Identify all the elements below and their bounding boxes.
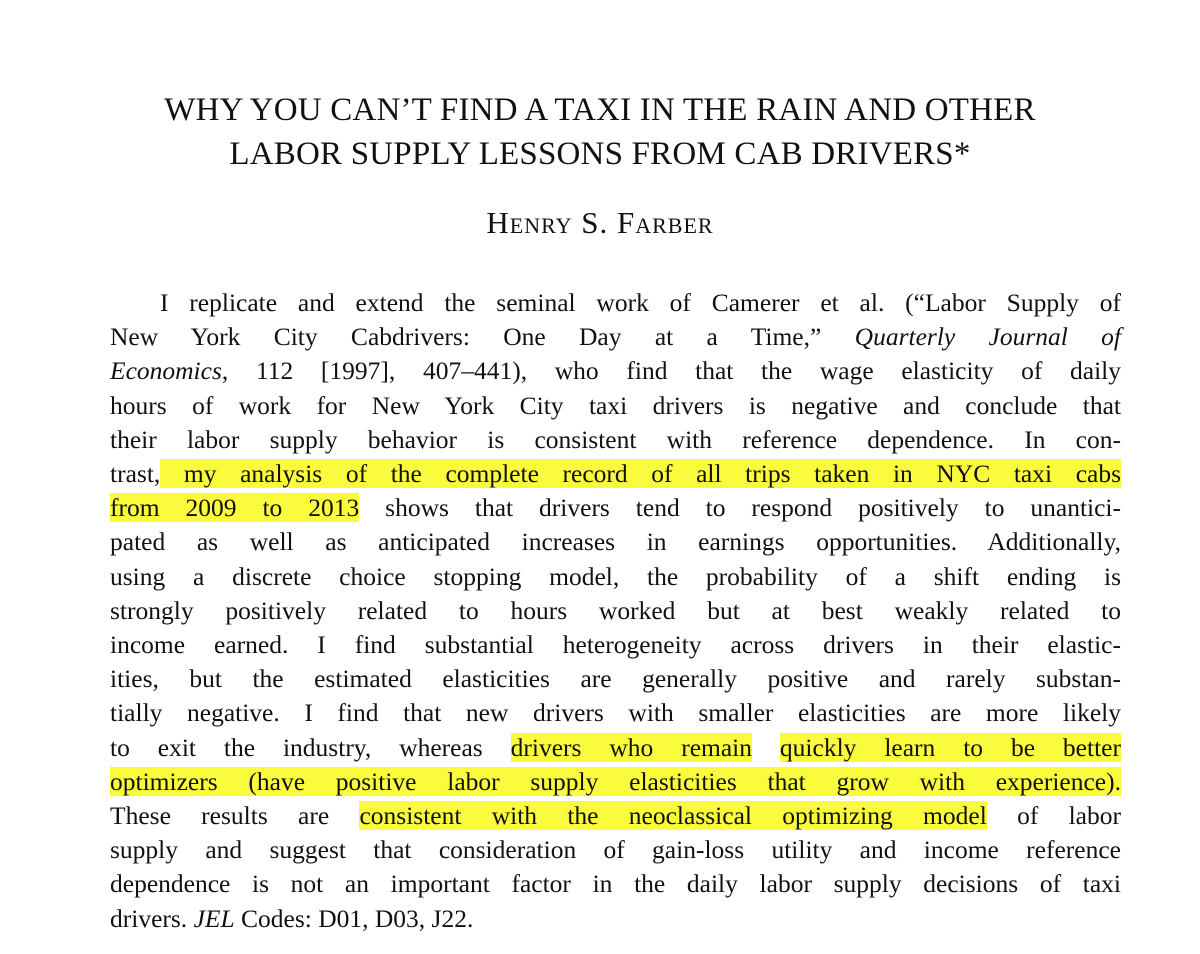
jel-codes: Codes: D01, D03, J22.	[234, 903, 474, 933]
abstract-line-2	[110, 320, 1121, 354]
abstract-text: supply and suggest that consideration of gain-loss utility and income reference	[110, 835, 1121, 865]
abstract-text: dependence is not an important factor in the daily labor supply decisions of taxi	[110, 869, 1121, 899]
abstract-line-7	[110, 491, 1121, 525]
abstract-text: hours of work for New York City taxi drivers is negative and conclude that	[110, 390, 1121, 420]
abstract-line-13	[110, 696, 1121, 730]
highlight-learn: quickly learn to be better	[779, 732, 1121, 762]
abstract-line-11	[110, 628, 1121, 662]
abstract-line-18	[110, 867, 1121, 901]
abstract-line-1	[110, 286, 1121, 320]
title-line-2: LABOR SUPPLY LESSONS FROM CAB DRIVERS*	[229, 136, 971, 172]
highlight-analysis: my analysis of the complete record of all trips taken in NYC taxi cabs	[160, 459, 1121, 489]
abstract-text: of labor	[986, 801, 1121, 831]
abstract-line-6	[110, 457, 1121, 491]
abstract-line-9	[110, 560, 1121, 594]
abstract-text: ities, but the estimated elasticities are generally positive and rarely substan-	[110, 664, 1121, 694]
abstract-text: tially negative. I find that new drivers with smaller elasticities are more likely	[110, 698, 1121, 728]
abstract-text: trast,	[110, 459, 161, 489]
abstract-line-19	[110, 902, 1121, 936]
abstract-text: using a discrete choice stopping model, the probability of a shift ending is	[110, 561, 1121, 591]
abstract-line-5	[110, 423, 1121, 457]
abstract-line-17	[110, 833, 1121, 867]
abstract-text: New York City Cabdrivers: One Day at a Time,”	[110, 322, 822, 352]
abstract-text: their labor supply behavior is consistent with reference dependence. In con-	[110, 424, 1121, 454]
jel-label: JEL	[193, 903, 235, 933]
abstract-line-3	[110, 354, 1121, 388]
abstract-text: These results are	[110, 801, 360, 831]
abstract-line-8	[110, 525, 1121, 559]
abstract-text: shows that drivers tend to respond positively to unantici-	[359, 493, 1122, 523]
abstract	[110, 286, 1121, 936]
abstract-text: , 112 [1997], 407–441), who find that the wage elasticity of daily	[221, 356, 1121, 386]
author-name: Henry S. Farber	[486, 205, 714, 240]
abstract-text: to exit the industry, whereas	[110, 732, 511, 762]
abstract-line-16	[110, 799, 1121, 833]
paper-title	[0, 88, 1200, 176]
abstract-line-12	[110, 662, 1121, 696]
title-line-1: WHY YOU CAN’T FIND A TAXI IN THE RAIN AND OTHER	[164, 92, 1036, 128]
abstract-line-15	[110, 765, 1121, 799]
highlight-neoclassical: consistent with the neoclassical optimizing model	[359, 801, 987, 831]
abstract-text: drivers.	[110, 903, 194, 933]
abstract-text: strongly positively related to hours worked but at best weakly related to	[110, 595, 1121, 625]
abstract-line-10	[110, 594, 1121, 628]
abstract-text: pated as well as anticipated increases in earnings opportunities. Additionally,	[110, 527, 1121, 557]
abstract-text: income earned. I find substantial heterogeneity across drivers in their elastic-	[110, 630, 1121, 660]
highlight-years: from 2009 to 2013	[110, 493, 360, 523]
abstract-line-14	[110, 731, 1121, 765]
abstract-line-4	[110, 389, 1121, 423]
journal-name-part-1: Quarterly Journal of	[854, 322, 1122, 352]
highlight-drivers-remain: drivers who remain	[510, 732, 752, 762]
journal-name-part-2: Economics	[110, 356, 222, 386]
abstract-text: I replicate and extend the seminal work of Camerer et al. (“Labor Supply of	[160, 288, 1121, 317]
highlight-optimizers: optimizers (have positive labor supply elasticities that grow with experience).	[110, 766, 1121, 796]
abstract-text	[752, 733, 780, 762]
